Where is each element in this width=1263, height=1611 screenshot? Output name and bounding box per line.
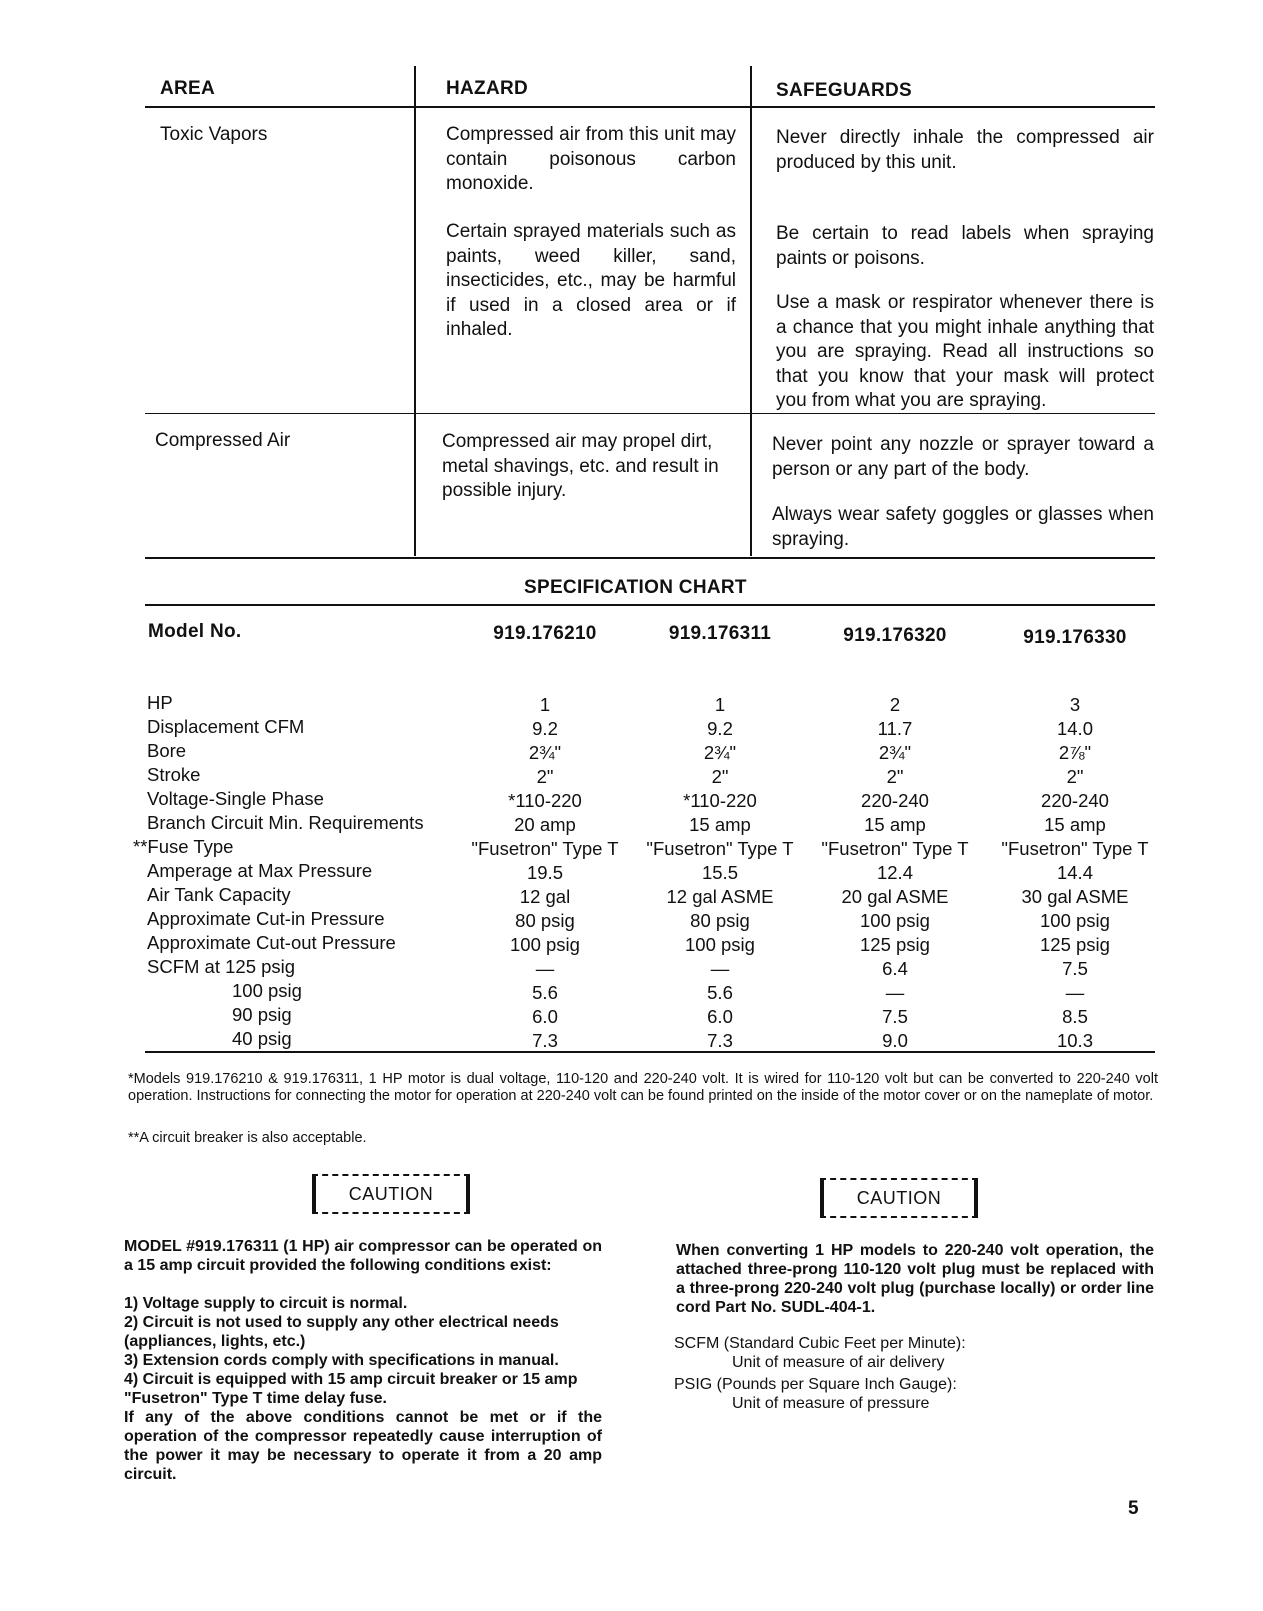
model-label: Model No. — [148, 621, 242, 642]
hazard-text: Certain sprayed materials such as paints, weed killer, sand, insecticides, etc., may be harmful if used in a closed area or if inhaled. — [446, 221, 736, 340]
spec-row-label: HP — [147, 692, 173, 713]
caution-condition: 1) Voltage supply to circuit is normal. — [124, 1295, 408, 1312]
spec-value: 7.5 — [882, 1006, 908, 1027]
spec-value: 2¾" — [878, 742, 912, 763]
spec-value: 19.5 — [526, 862, 563, 883]
spec-value: *110-220 — [508, 790, 582, 811]
spec-value: — — [710, 958, 730, 979]
spec-value: 7.3 — [707, 1030, 733, 1051]
column-divider-1 — [414, 66, 416, 556]
spec-value: "Fusetron" Type T — [1001, 838, 1149, 859]
caution-condition: 3) Extension cords comply with specifications in manual. — [124, 1352, 559, 1369]
spec-value: 100 psig — [685, 934, 755, 955]
model-number: 919.176311 — [668, 623, 772, 644]
spec-value: 7.3 — [532, 1030, 558, 1051]
definition-meaning: Unit of measure of air delivery — [732, 1354, 945, 1371]
spec-value: — — [535, 958, 555, 979]
model-number: 919.176330 — [1023, 627, 1127, 648]
spec-value: 6.0 — [532, 1006, 558, 1027]
spec-row-label: 90 psig — [232, 1004, 292, 1025]
spec-value: 11.7 — [877, 718, 913, 739]
spec-value: 14.4 — [1056, 862, 1093, 883]
table-bottom-rule — [145, 557, 1155, 559]
spec-value: 2¾" — [528, 742, 562, 763]
safeguard-text: Always wear safety goggles or glasses when spraying. — [772, 504, 1154, 550]
spec-value: 9.0 — [882, 1030, 908, 1051]
spec-value: 220-240 — [1041, 790, 1109, 811]
spec-value: 20 gal ASME — [841, 886, 949, 907]
column-divider-2 — [750, 66, 752, 556]
spec-value: "Fusetron" Type T — [821, 838, 969, 859]
spec-row-label: SCFM at 125 psig — [147, 956, 296, 977]
spec-value: 15 amp — [1044, 814, 1106, 835]
definition-meaning: Unit of measure of pressure — [732, 1395, 930, 1412]
spec-value: 80 psig — [515, 910, 575, 931]
spec-value: — — [885, 982, 905, 1003]
safeguard-text: Never directly inhale the compressed air produced by this unit. — [776, 127, 1154, 173]
hazard-text: Compressed air may propel dirt, metal shavings, etc. and result in possible injury. — [442, 431, 719, 501]
spec-value: 7.5 — [1062, 958, 1088, 979]
spec-value: 9.2 — [707, 718, 733, 739]
spec-value: 80 psig — [690, 910, 750, 931]
spec-bottom-rule — [145, 1051, 1155, 1053]
spec-value: 100 psig — [510, 934, 580, 955]
spec-value: 12 gal — [519, 886, 571, 907]
spec-row-label: Stroke — [147, 764, 201, 785]
safeguards-header: SAFEGUARDS — [776, 80, 913, 101]
caution-condition: 2) Circuit is not used to supply any other electrical needs (appliances, lights, etc.) — [124, 1314, 559, 1350]
spec-row-label: Branch Circuit Min. Requirements — [147, 812, 424, 833]
safeguard-text: Use a mask or respirator whenever there is a chance that you might inhale anything that you are spraying. Read all instructions so that you know that your mask will protect you from what you are spraying. — [776, 292, 1154, 411]
spec-row-label: Approximate Cut-out Pressure — [147, 932, 396, 953]
spec-value: 100 psig — [1040, 910, 1110, 931]
spec-row-label: Bore — [147, 740, 187, 761]
footnote-circuit-breaker: **A circuit breaker is also acceptable. — [128, 1130, 367, 1146]
spec-value: — — [1065, 982, 1085, 1003]
spec-value: "Fusetron" Type T — [646, 838, 794, 859]
area-toxic-vapors: Toxic Vapors — [160, 124, 268, 145]
page-number: 5 — [1128, 1498, 1139, 1519]
spec-value: 1 — [539, 694, 551, 715]
spec-value: 2¾" — [703, 742, 737, 763]
spec-value: 10.3 — [1056, 1030, 1093, 1051]
safeguard-text: Be certain to read labels when spraying paints or poisons. — [776, 223, 1154, 269]
spec-value: 6.0 — [707, 1006, 733, 1027]
caution-condition: 4) Circuit is equipped with 15 amp circuit breaker or 15 amp "Fusetron" Type T time delay fuse. — [124, 1371, 578, 1407]
spec-value: 15 amp — [864, 814, 926, 835]
spec-value: 20 amp — [514, 814, 576, 835]
hazard-header: HAZARD — [446, 78, 529, 99]
definition-term: SCFM (Standard Cubic Feet per Minute): — [674, 1335, 966, 1352]
spec-value: 125 psig — [1040, 934, 1110, 955]
caution-intro: MODEL #919.176311 (1 HP) air compressor can be operated on a 15 amp circuit provided the following conditions exist: — [124, 1238, 602, 1274]
spec-row-label: **Fuse Type — [133, 836, 234, 857]
spec-value: 30 gal ASME — [1021, 886, 1129, 907]
area-header: AREA — [160, 78, 216, 99]
caution-closing: If any of the above conditions cannot be met or if the operation of the compressor repeatedly cause interruption of the power it may be necessary to operate it from a 20 amp circuit. — [124, 1409, 602, 1483]
spec-value: 5.6 — [707, 982, 733, 1003]
spec-value: 2" — [711, 766, 729, 787]
spec-top-rule — [145, 604, 1155, 606]
definition-term: PSIG (Pounds per Square Inch Gauge): — [674, 1376, 957, 1393]
spec-value: 1 — [714, 694, 726, 715]
spec-value: 9.2 — [532, 718, 558, 739]
spec-value: 2" — [886, 766, 904, 787]
safeguard-text: Never point any nozzle or sprayer toward a person or any part of the body. — [772, 434, 1154, 480]
spec-value: 125 psig — [860, 934, 930, 955]
footnote-dual-voltage: *Models 919.176210 & 919.176311, 1 HP motor is dual voltage, 110-120 and 220-240 volt. It is wired for 110-120 volt but can be converted to 220-240 volt operation. Instructions for connecting the motor for operation at 220-240 volt can be found printed on the inside of the motor cover or on the nameplate of motor. — [128, 1071, 1158, 1104]
header-rule — [145, 106, 1155, 108]
spec-row-label: Air Tank Capacity — [147, 884, 291, 905]
spec-value: 2" — [536, 766, 554, 787]
spec-row-label: 100 psig — [232, 980, 302, 1001]
spec-value: 3 — [1069, 694, 1081, 715]
caution-conversion-text: When converting 1 HP models to 220-240 volt operation, the attached three-prong 110-120 volt plug must be replaced with a three-prong 220-240 volt plug (purchase locally) or order line cord Part No. SUDL-404-1. — [676, 1242, 1154, 1316]
spec-value: 220-240 — [861, 790, 929, 811]
caution-label: CAUTION — [312, 1174, 470, 1214]
hazard-text: Compressed air from this unit may contain poisonous carbon monoxide. — [446, 124, 736, 194]
spec-value: 8.5 — [1062, 1006, 1088, 1027]
spec-row-label: Displacement CFM — [147, 716, 305, 737]
model-number: 919.176320 — [843, 625, 947, 646]
spec-value: 2" — [1066, 766, 1084, 787]
spec-value: 5.6 — [532, 982, 558, 1003]
spec-value: 15 amp — [689, 814, 751, 835]
spec-value: *110-220 — [683, 790, 757, 811]
spec-value: 6.4 — [882, 958, 908, 979]
spec-value: 2⅞" — [1058, 742, 1092, 763]
spec-row-label: Amperage at Max Pressure — [147, 860, 373, 881]
caution-label: CAUTION — [820, 1178, 978, 1218]
spec-value: 14.0 — [1056, 718, 1093, 739]
spec-row-label: Voltage-Single Phase — [147, 788, 324, 809]
model-number: 919.176210 — [493, 623, 597, 644]
spec-value: 15.5 — [701, 862, 738, 883]
spec-value: 12 gal ASME — [666, 886, 774, 907]
spec-chart-title: SPECIFICATION CHART — [524, 577, 747, 598]
spec-value: 2 — [889, 694, 901, 715]
spec-row-label: Approximate Cut-in Pressure — [147, 908, 385, 929]
spec-value: 100 psig — [860, 910, 930, 931]
spec-row-label: 40 psig — [232, 1028, 292, 1049]
spec-value: "Fusetron" Type T — [471, 838, 619, 859]
spec-value: 12.4 — [876, 862, 913, 883]
area-compressed-air: Compressed Air — [155, 430, 291, 451]
